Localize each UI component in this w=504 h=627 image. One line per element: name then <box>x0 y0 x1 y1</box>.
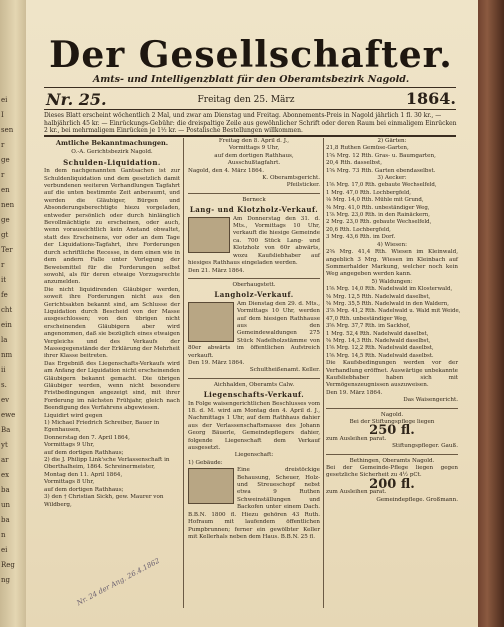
spine-fragment: un <box>1 501 11 509</box>
col2-a4: Ausschußtagfahrt. <box>227 160 281 167</box>
spine-fragment: Ter <box>1 246 13 254</box>
col3-t5: 2⅜ Mrg. 41,4 Rth. Wiesen im Kleinwald, angeblich 3 Mrg. Wiesen im Kleinbach auf Sommerhalder Markung, welcher noch kein Weg angegeben werden kann. <box>326 249 458 278</box>
ad-item: 1) Gebäude: <box>188 459 223 466</box>
divider <box>326 408 458 409</box>
column-1 <box>44 138 180 509</box>
col3-place2: Nagold. <box>380 411 404 418</box>
ad-place: Berneck <box>242 196 266 203</box>
issue-number: Nr. 25. <box>46 90 107 109</box>
table-row: ⅝ Mrg. 14,3 Rth. Nadelwald daselbst, <box>326 337 431 344</box>
col3-h3: 4) Wiesen: <box>377 241 407 248</box>
spine-fragment: en <box>1 186 10 194</box>
newspaper-page <box>26 0 478 627</box>
spine-fragment: I <box>1 111 4 119</box>
ad-text: In Folge waisengerichtlichen Beschlusses vom 18. d. M. wird am Montag den 4. April d. J., Nachmittags 1 Uhr, auf dem Rathhaus dahier aus der Verlassenschaftsmasse des Johann Georg Bäuerle, Gemeindepflegers dahier, folgende Liegenschaft dem Verkauf ausgesetzt. <box>188 400 320 452</box>
col3-t9: Bei der Gemeinde-Pflege liegen gegen gesetzliche Sicherheit zu 4½ pCt. <box>326 465 458 479</box>
issue-year: 1864. <box>405 89 456 108</box>
spine-fragment: n <box>1 531 6 539</box>
divider <box>188 278 320 279</box>
spine-fragment: gt <box>1 231 9 239</box>
spine-fragment: r <box>1 171 5 179</box>
spine-fragment: ar <box>1 456 9 464</box>
table-row: 2 Mrg. 23,0 Rth. gebaute Wechselfeld, <box>326 219 432 226</box>
ad-title: Langholz-Verkauf. <box>214 290 294 300</box>
col3-rows2 <box>326 286 461 360</box>
col2-a2: Vormittags 9 Uhr, <box>228 145 280 152</box>
list-item: 1) Michael Friedrich Schreiber, Bauer in Egenhausen, <box>44 420 160 434</box>
spine-fragment: fe <box>1 291 8 299</box>
table-row: ⅛ Mrg. 14,0 Rth. Mühle mit Grund, <box>326 197 424 204</box>
col1-body3: Das Ergebniß des Liegenschafts-Verkaufs wird am Anfang der Liquidation nicht erscheinenden Gläubigern bekannt gemacht. Die übrigen Gläubiger werden, wenn nicht besondere Fristbedingungen angezeigt sind, mit ihrer Forderung im nächsten Frühjahr, gleich nach Beendigung des Verfahrens abgewiesen. <box>44 360 180 412</box>
col2-a1: Freitag den 8. April d. J., <box>218 138 290 144</box>
spine-fragment: ein <box>1 321 12 329</box>
col1-list-head: Liquidirt wird gegen <box>44 412 103 419</box>
list-item: Vormittags 9 Uhr, <box>44 442 95 449</box>
table-row: 3⅞ Mrg. 41,2 Rth. Nadelwald u. Wald mit Weide, <box>326 308 461 315</box>
col2-a7: Pfeilsticker. <box>286 182 320 189</box>
ad-place: Oberhaugstett. <box>232 281 276 288</box>
col3-t6: Die Kaufsbedingungen werden vor der Verhandlung eröffnet. Auswärtige unbekannte Kaufsliebhaber haben sich mit Vermögenszeugnissen auszuweisen. <box>326 360 458 389</box>
col1-items <box>44 420 180 509</box>
column-2 <box>188 138 320 541</box>
spine-fragment: ei <box>1 546 8 554</box>
list-item: 2) die J. Philipp Link'sche Verlassenschaft in Oberthalheim, 1864. Schreinermeister, <box>44 457 170 471</box>
ad-sub: Liegenschaft: <box>234 452 274 459</box>
spine-fragment: yt <box>1 441 8 449</box>
col3-t2: 1⅝ Mrg. 12 Rth. Gras- u. Baumgarten, <box>326 152 436 159</box>
book-binding-edge <box>476 0 504 627</box>
table-row: 1 Mrg. 47,0 Rth. Lochbergfeld, <box>326 189 412 196</box>
table-row: 1⅝ Mrg. 14,0 Rth. Nadelwald im Klosterwald, <box>326 286 453 293</box>
col3-h2: 3) Aecker: <box>377 175 407 182</box>
spine-fragment: nm <box>1 351 13 359</box>
spine-fragment: ba <box>1 486 10 494</box>
spine-fragment: sen <box>1 126 14 134</box>
column-divider-1 <box>183 138 184 608</box>
list-item: auf dem dortigen Rathhaus; <box>44 449 124 456</box>
col3-sign1: Das Waisengericht. <box>403 397 458 404</box>
col1-body: In dem nachgenannten Gantsachen ist zur Schuldenliquidation und dem gesetzlich damit verbundenen weiteren Verhandlungen Tagfahrt auf die unten bestimmte Zeit anberaumt, und werden die Gläubiger, Bürgen und Absonderungsberechtigte hiezu vorgeladen, entweder persönlich oder durch hinlänglich Bevollmächtigte zu erscheinen, oder auch, wenn voraussichtlich kein Anstand obwaltet, statt des Erscheinens, vor oder an dem Tage der Liquidations-Tagfahrt, ihre Forderungen durch schriftliche Recesse, in dem einen wie in dem andern Falle unter Vorlegung der Beweismittel für die Forderungen selbst sowohl, als für deren etwaige Vorzugsrechte anzumelden. <box>44 168 180 286</box>
col3-t8: zum Ausleihen parat. <box>326 435 387 442</box>
col3-place3: Bethingen, Oberamts Nagold. <box>349 457 435 464</box>
spine-fragment: ba <box>1 516 10 524</box>
spine-fragment: r <box>1 261 5 269</box>
table-row: ⅝ Mrg. 12,5 Rth. Nadelwald daselbst, <box>326 293 431 300</box>
col1-body2: Die nicht liquidirenden Gläubiger werden, soweit ihre Forderungen nicht aus den Gerichtsakten bekannt sind, am Schlusse der Liquidation durch Bescheid von der Masse ausgeschlossen; von den übrigen nicht erscheinenden Gläubigern aber wird angenommen, daß sie bezüglich eines etwaigen Vergleichs und des Verkaufs der Massegegenstände der Erklärung der Mehrheit ihrer Klasse beitreten. <box>44 286 180 360</box>
ad-title: Lang- und Klotzholz-Verkauf. <box>189 205 319 215</box>
list-item: auf dem dortigen Rathhaus; <box>44 486 124 493</box>
ad-text: Am Dienstag den 29. d. Mts., Vormittags 10 Uhr, werden auf dem hiesigen Rathhause aus den Gemeindewaldungen 275 Stück Nadelholzstämme von 80er abwärts im öffentlichen Aufstreich verkauft. <box>188 300 320 359</box>
table-row: 1⅝ Mrg. 12,2 Rth. Nadelwald daselbst, <box>326 345 434 352</box>
spine-fragment: r <box>1 141 5 149</box>
handwritten-archive-note: Nr. 24 der Ang. 26.4.1862 <box>75 556 162 608</box>
col3-t4: 1⅝ Mrg. 73 Rth. Garten ebendaselbst. <box>326 167 436 174</box>
table-row: ⅜ Mrg. 41,0 Rth. unbeständiger Weg, <box>326 204 430 211</box>
list-item: 3) den † Christian Sickh, gew. Maurer von Wildberg, <box>44 494 164 508</box>
col3-amount1: 250 fl. <box>369 423 415 439</box>
spine-fragment: ge <box>1 156 10 164</box>
adjacent-page-spine <box>0 0 26 627</box>
col3-t7: Bei der Stiftungspflege liegen <box>349 419 435 426</box>
col3-amount2: 200 fl. <box>369 476 415 492</box>
rule-bottom <box>44 135 456 137</box>
spine-fragment: s. <box>1 381 7 389</box>
col3-rows1 <box>326 182 458 241</box>
spine-fragment: cht <box>1 306 13 314</box>
divider <box>188 378 320 379</box>
list-item: Donnerstag den 7. April 1864, <box>44 434 130 441</box>
spine-fragment: Reg <box>1 561 15 569</box>
masthead-subtitle: Amts- und Intelligenzblatt für den Oberamtsbezirk Nagold. <box>92 74 410 85</box>
col3-sign2: Stiftungspfleger. Gauß. <box>392 443 458 450</box>
masthead-title: Der Gesellschafter. <box>49 34 453 76</box>
col3-t10: zum Ausleihen parat. <box>326 489 387 496</box>
ad-date: Den 21. März 1864. <box>188 267 245 274</box>
col1-sub2: Schulden-Liquidation. <box>63 157 161 167</box>
table-row: 47,0 Rth. unbeständiger Weg, <box>326 315 408 322</box>
table-row: 3 Mrg. 43,6 Rth. im Dorf. <box>326 234 396 241</box>
ad-place: Aichhalden, Oberamts Calw. <box>213 381 295 388</box>
col3-sign3: Gemeindepflege. Großmann. <box>376 496 458 503</box>
divider <box>188 193 320 194</box>
spine-fragment: nen <box>1 201 15 209</box>
table-row: 1 Mrg. 52,4 Rth. Nadelwald daselbst, <box>326 330 429 337</box>
ad-text: Eine dreistöckige Behausung, Scheuer, Holz- und Streueschopf nebst etwa 9 Ruthen Schweinställungen und Backofen unter einem Dach. B.B.N. 1800 fl. Hiezu gehören 43 Ruth. Hofraum mit laufendem öffentlichen Pumpbrunnen; ferner ein gewölbter Keller mit Kellerhals neben dem Haus. B.B.N. 25 fl. <box>188 467 320 540</box>
ad-sign: Schultheißenamt. Keller. <box>249 367 320 374</box>
subscription-notice: Dieses Blatt erscheint wöchentlich 2 Mal, und zwar am Dienstag und Freitag. Abonnements-Preis in Nagold jährlich 1 fl. 30 kr., — halbjährlich 45 kr. — Einrückungs-Gebühr: die dreispaltige Zeile aus gewöhnlicher Schrift oder deren Raum bei einmaligem Einrücken 2 kr., bei mehrmaligem Einrücken je 1½ kr. — Postalische Bestellungen willkommen. <box>44 112 457 134</box>
spine-fragment: ii <box>1 366 6 374</box>
divider <box>326 454 458 455</box>
spine-fragment: Ba <box>1 426 11 434</box>
table-row: ⅝ Mrg. 35,5 Rth. Nadelwald in den Waldern, <box>326 300 449 307</box>
table-row: 1⅝ Mrg. 17,0 Rth. gebaute Wechselfeld, <box>326 182 437 189</box>
col2-a5: Nagold, den 4. März 1864. <box>188 167 264 174</box>
spine-fragment: ei <box>1 96 8 104</box>
col3-h4: 5) Waldungen: <box>371 278 413 285</box>
table-row: 1⅞ Mrg. 23,0 Rth. in den Rainäckern, <box>326 212 430 219</box>
spine-fragment: ev <box>1 396 10 404</box>
rule-top <box>44 87 456 88</box>
issue-date: Freitag den 25. März <box>197 95 295 105</box>
spine-fragment: ng <box>1 576 10 584</box>
col3-t3: 20,4 Rth. dasselbst, <box>326 160 383 167</box>
spine-fragment: ewe <box>1 411 16 419</box>
rule-mid <box>44 109 456 110</box>
spine-fragment: ge <box>1 216 10 224</box>
ad-text: Am Donnerstag den 31. d. Mts., Vormittags 10 Uhr, verkauft die hiesige Gemeinde ca. 700 Stück Lang- und Klotzholz von 60r abwärts, wozu Kaufsliebhaber auf hiesiges Rathhaus eingeladen werden. <box>188 215 320 267</box>
table-row: 20,6 Rth. Lochbergfeld, <box>326 226 391 233</box>
table-row: 1⅝ Mrg. 14,5 Rth. Nadelwald daselbst. <box>326 352 434 359</box>
list-item: Montag den 11. April 1864, <box>44 471 123 478</box>
spine-fragment: it <box>1 276 7 284</box>
col3-date1: Den 19. März 1864. <box>326 389 383 396</box>
column-divider-2 <box>323 138 324 608</box>
woodcut-image <box>188 217 230 253</box>
col3-t1: 21,8 Ruthen Gemüse-Garten, <box>326 145 409 152</box>
list-item: Vormittags 8 Uhr, <box>44 479 95 486</box>
col1-sub1: O.-A. Gerichtsbezirk Nagold. <box>71 149 153 156</box>
woodcut-image <box>188 302 234 342</box>
table-row: 3⅝ Mrg. 37,7 Rth. im Sackhof, <box>326 323 411 330</box>
section-heading: Amtliche Bekanntmachungen. <box>55 139 169 147</box>
col2-a3: auf dem dortigen Rathhaus, <box>214 152 294 159</box>
spine-fragment: ex <box>1 471 10 479</box>
col3-h1: 2) Gärten: <box>377 138 407 144</box>
col2-a6: K. Oberamtsgericht. <box>262 175 320 182</box>
spine-fragment: la <box>1 336 8 344</box>
house-woodcut-image <box>188 468 234 504</box>
ad-title: Liegenschafts-Verkauf. <box>203 390 305 400</box>
column-3 <box>326 138 461 504</box>
ad-date: Den 19. März 1864. <box>188 359 245 366</box>
